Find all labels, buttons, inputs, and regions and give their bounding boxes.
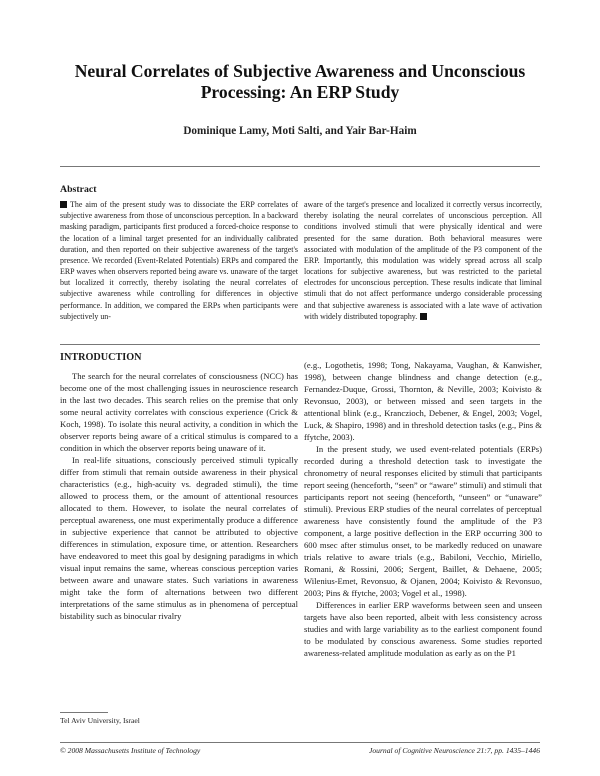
author-list: Dominique Lamy, Moti Salti, and Yair Bar-Haim bbox=[183, 125, 417, 137]
journal-citation: Journal of Cognitive Neuroscience 21:7, pp. 1435–1446 bbox=[369, 746, 540, 755]
divider bbox=[60, 344, 540, 345]
copyright-notice: © 2008 Massachusetts Institute of Technology bbox=[60, 746, 201, 755]
paper-title: Neural Correlates of Subjective Awareness and Unconscious Processing: An ERP Study bbox=[74, 61, 526, 102]
end-square-icon bbox=[420, 313, 427, 320]
footer-divider bbox=[60, 742, 540, 743]
abstract-right-column bbox=[304, 199, 542, 322]
abstract-left-column bbox=[60, 199, 298, 322]
divider bbox=[60, 166, 540, 167]
left-text-column bbox=[60, 370, 298, 622]
affiliation-footnote: Tel Aviv University, Israel bbox=[60, 716, 140, 725]
section-heading: INTRODUCTION bbox=[60, 352, 142, 363]
paragraph: Differences in earlier ERP waveforms between seen and unseen targets have also been reported, albeit with less consistency across studies and with large variability as to the earliest component found to be modulated by conscious awareness. Some studies reported awareness-related amplitude modulation as early as on the P1 bbox=[304, 600, 542, 658]
abstract-text-right: aware of the target's presence and localized it correctly versus incorrectly, thereby isolating the neural correlates of unconscious perception. All conditions involved stimuli that were physically identical and were presented for the same duration. Both behavioral measures were associated with modulation of the amplitude of the P3 component of the ERP. Importantly, this modulation was widely spread across all scalp locations for subjective awareness, but was restricted to the parietal electrodes for unconscious perception. These results indicate that liminal stimuli that do not affect performance undergo considerable processing and that subjective awareness is associated with a late wave of activation with widely distributed topography. bbox=[304, 200, 542, 321]
footnote-divider bbox=[60, 712, 108, 713]
start-square-icon bbox=[60, 201, 67, 208]
abstract-heading: Abstract bbox=[60, 184, 97, 195]
paragraph: In the present study, we used event-related potentials (ERPs) recorded during a threshold detection task to investigate the chronometry of neural responses elicited by stimuli that participants report seeing (henceforth, “seen” or “aware” stimuli) and stimuli that participants report not seeing (henceforth, “unseen” or “unaware” stimuli). Previous ERP studies of the neural correlates of perceptual awareness have consistently found the amplitude of the P3 component, a large positive deflection in the ERP occurring 300 to 600 msec after stimulus onset, to be markedly reduced on unaware trials relative to aware trials (e.g., Babiloni, Vecchio, Miriello, Romani, & Rossini, 2006; Sergent, Baillet, & Dehaene, 2005; Wilenius-Emet, Revonsuo, & Ojanen, 2004; Koivisto & Revonsuo, 2003; Pins & ffytche, 2003; Vogel et al., 1998). bbox=[304, 444, 542, 598]
paragraph: In real-life situations, consciously perceived stimuli typically differ from stimuli that remain outside awareness in their physical characteristics (e.g., high-acuity vs. degraded stimuli), the time allowed to process them, or the amount of attentional resources allocated to them. However, to isolate the neural correlates of perceptual awareness, one must experimentally produce a difference in subjective experience that cannot be attributed to objective differences in stimulation, exposure time, or attention. Researchers have endeavored to meet this goal by designing paradigms in which visual input remains the same, whereas conscious perception varies between aware and unaware states. Such variations in awareness might take the form of alternations between two different interpretations of the same stimulus as in phenomena of perceptual bistability such as binocular rivalry bbox=[60, 455, 298, 621]
paragraph: The search for the neural correlates of consciousness (NCC) has become one of the most challenging issues in neuroscience research in the last two decades. This search relies on the premise that only some neural activity correlates with conscious experience (Crick & Koch, 1998). To isolate this neural activity, a condition in which the observer reports being aware of a critical stimulus is compared to a condition in which the observer reports being unaware of it. bbox=[60, 371, 298, 453]
abstract-text-left: The aim of the present study was to dissociate the ERP correlates of subjective awareness from those of unconscious perception. In a backward masking paradigm, participants first produced a forced-choice response to the location of a liminal target presented for an individually calibrated duration, and then reported on their subjective awareness of the target's presence. We recorded (Event-Related Potentials) ERPs and compared the ERP waves when observers reported being aware vs. unaware of the target but localized it correctly, thereby isolating the neural correlates of subjective awareness while controlling for differences in objective performance. In addition, we compared the ERPs when participants were subjectively un- bbox=[60, 200, 298, 321]
right-text-column bbox=[304, 359, 542, 659]
paragraph: (e.g., Logothetis, 1998; Tong, Nakayama, Vaughan, & Kanwisher, 1998), between change blindness and change detection (e.g., Fernandez-Duque, Grossi, Thornton, & Neville, 2003; Koivisto & Revonsuo, 2003), or between missed and seen targets in the attentional blink (e.g., Kranczioch, Debener, & Engel, 2003; Vogel, Luck, & Shapiro, 1998) and in threshold detection tasks (e.g., Pins & ffytche, 2003). bbox=[304, 360, 542, 442]
